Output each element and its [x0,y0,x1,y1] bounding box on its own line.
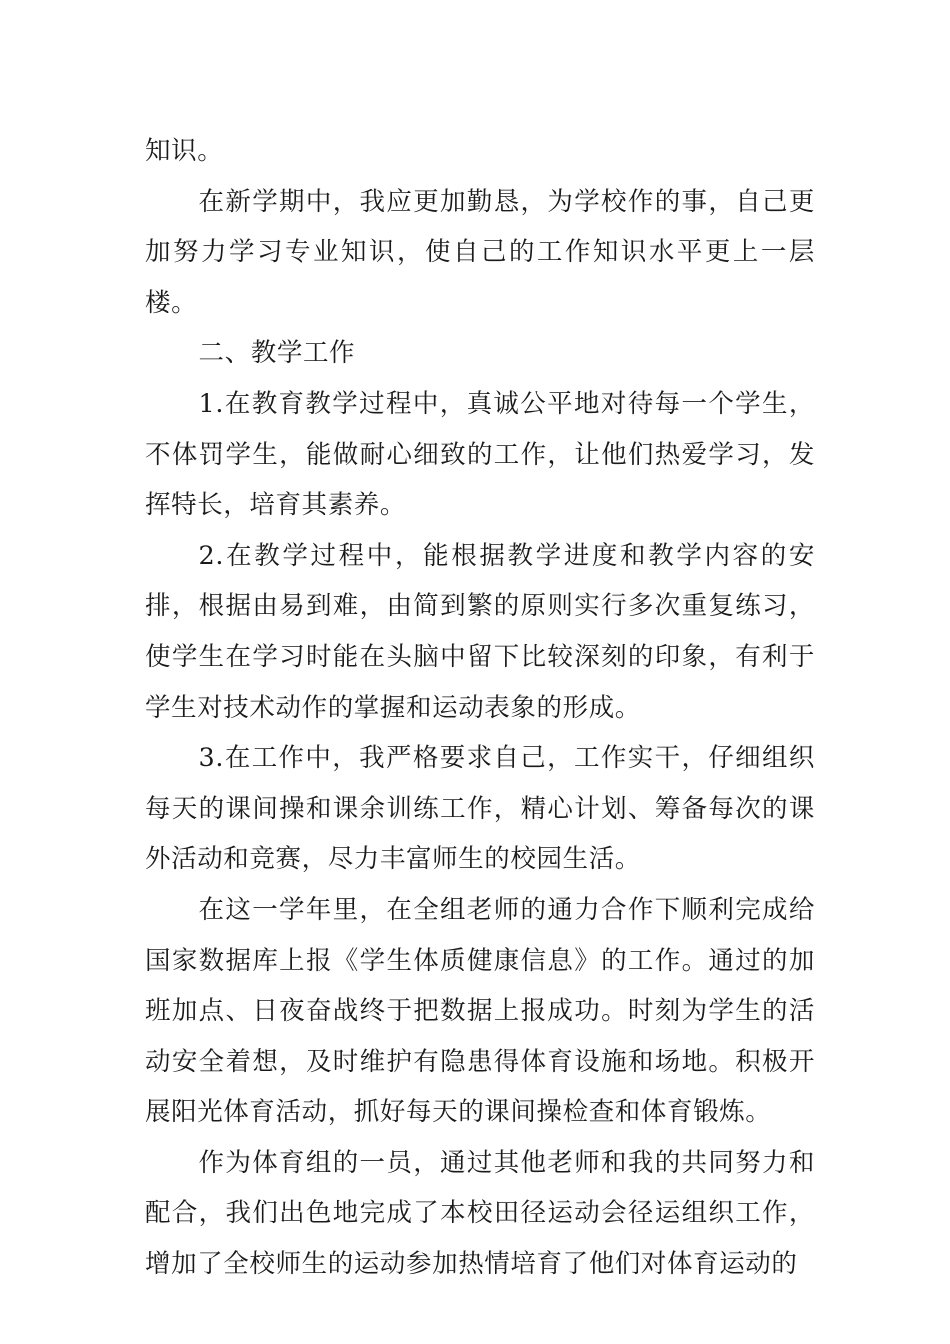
paragraph-item-3: 3.在工作中，我严格要求自己，工作实干，仔细组织每天的课间操和课余训练工作，精心计划、筹备每次的课外活动和竞赛，尽力丰富师生的校园生活。 [145,743,815,875]
paragraph-2: 在新学期中，我应更加勤恳，为学校作的事，自己更加努力学习专业知识，使自己的工作知识水平更上一层楼。 [145,186,815,318]
paragraph-3: 在这一学年里，在全组老师的通力合作下顺利完成给国家数据库上报《学生体质健康信息》的工作。通过的加班加点、日夜奋战终于把数据上报成功。时刻为学生的活动安全着想，及时维护有隐患得体育设施和场地。积极开展阳光体育活动，抓好每天的课间操检查和体育锻炼。 [145,894,815,1128]
paragraph-item-1: 1.在教育教学过程中，真诚公平地对待每一个学生，不体罚学生，能做耐心细致的工作，让他们热爱学习，发挥特长，培育其素养。 [145,388,815,521]
paragraph-item-2: 2.在教学过程中，能根据教学进度和教学内容的安排，根据由易到难，由简到繁的原则实行多次重复练习，使学生在学习时能在头脑中留下比较深刻的印象，有利于学生对技术动作的掌握和运动表象的形成。 [145,540,815,723]
document-body [145,126,815,1290]
paragraph-4: 作为体育组的一员，通过其他老师和我的共同努力和配合，我们出色地完成了本校田径运动会径运组织工作，增加了全校师生的运动参加热情培育了他们对体育运动的 [145,1147,815,1280]
paragraph-1: 知识。 [145,136,224,166]
section-heading: 二、教学工作 [198,338,356,369]
